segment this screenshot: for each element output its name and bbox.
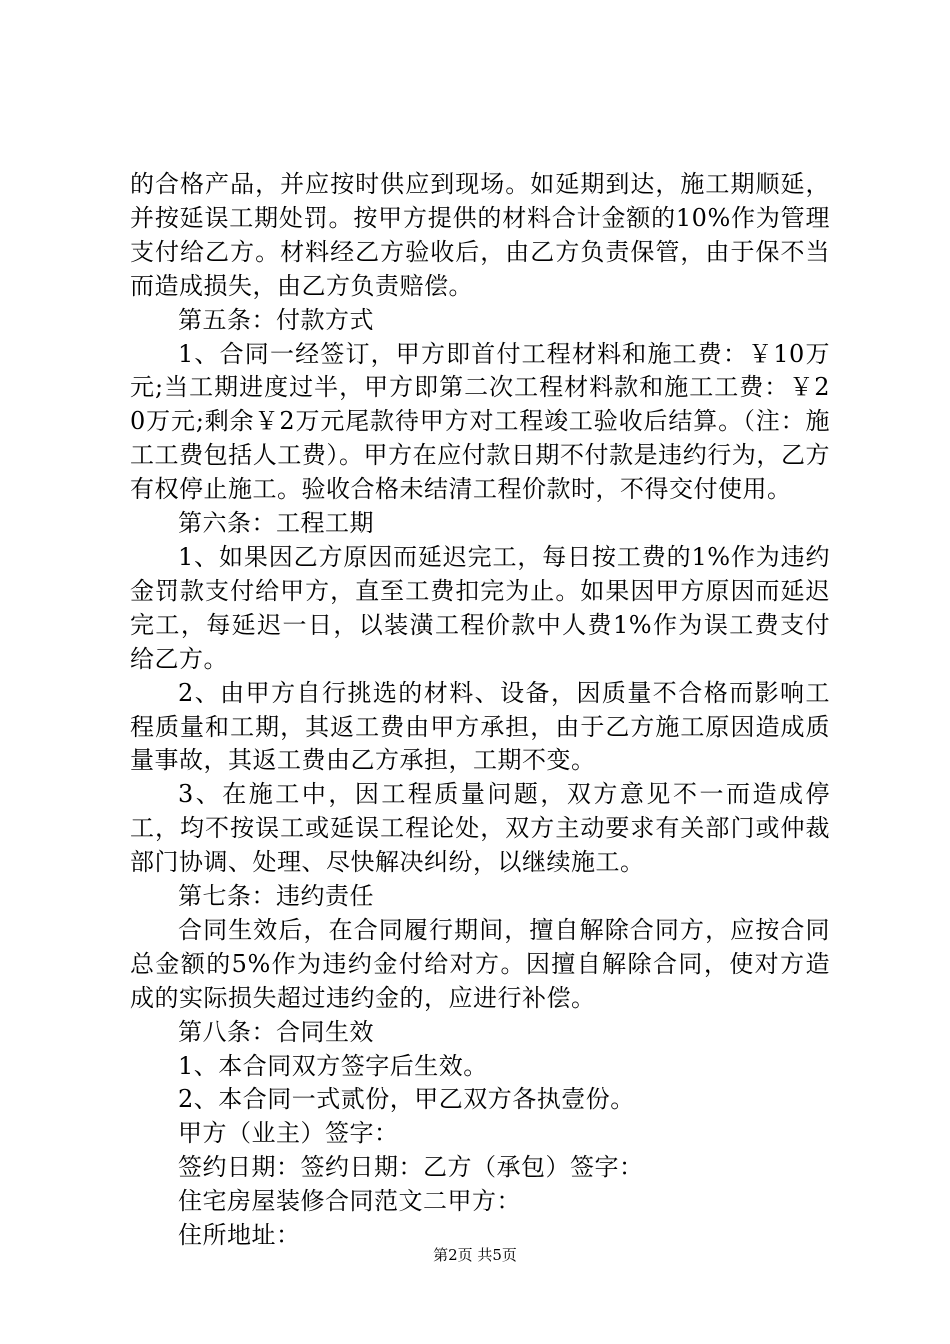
paragraph-delay-penalty: 1、如果因乙方原因而延迟完工，每日按工费的1%作为违约金罚款支付给甲方，直至工费扣完为止。如果因甲方原因而延迟完工，每延迟一日，以装潢工程价款中人费1%作为误工费支付给乙方。 bbox=[130, 542, 830, 673]
paragraph-dispute-resolution: 3、在施工中，因工程质量问题，双方意见不一而造成停工，均不按误工或延误工程论处，双方主动要求有关部门或仲裁部门协调、处理、尽快解决纠纷，以继续施工。 bbox=[130, 780, 830, 877]
heading-article-5-payment: 第五条：付款方式 bbox=[178, 305, 374, 334]
heading-article-6-schedule: 第六条：工程工期 bbox=[178, 509, 374, 538]
paragraph-payment-terms: 1、合同一经签订，甲方即首付工程材料和施工费：￥10万元;当工期进度过半，甲方即第二次工程材料款和施工工费：￥20万元;剩余￥2万元尾款待甲方对工程竣工验收后结算。（注：施工工费包括人工费）。甲方在应付款日期不付款是违约行为，乙方有权停止施工。验收合格未结清工程价款时，不得交付使用。 bbox=[130, 339, 830, 504]
paragraph-copies: 2、本合同一式贰份，甲乙双方各执壹份。 bbox=[178, 1085, 635, 1114]
signature-dates-party-b: 签约日期：签约日期：乙方（承包）签字： bbox=[178, 1153, 644, 1182]
paragraph-material-quality: 2、由甲方自行挑选的材料、设备，因质量不合格而影响工程质量和工期，其返工费由甲方承担，由于乙方施工原因造成质量事故，其返工费由乙方承担，工期不变。 bbox=[130, 678, 830, 775]
heading-article-7-liability: 第七条：违约责任 bbox=[178, 882, 374, 911]
page-number-footer: 第2页 共5页 bbox=[433, 1246, 517, 1264]
signature-party-a: 甲方（业主）签字： bbox=[178, 1119, 399, 1148]
heading-article-8-effect: 第八条：合同生效 bbox=[178, 1017, 374, 1046]
address-field-label: 住所地址： bbox=[178, 1221, 301, 1250]
document-body bbox=[130, 168, 830, 1253]
paragraph-material-supply: 的合格产品，并应按时供应到现场。如延期到达，施工期顺延，并按延误工期处罚。按甲方提供的材料合计金额的10%作为管理支付给乙方。材料经乙方验收后，由乙方负责保管，由于保不当而造成损失，由乙方负责赔偿。 bbox=[130, 170, 830, 300]
paragraph-effective-on-signature: 1、本合同双方签字后生效。 bbox=[178, 1051, 488, 1080]
contract-sample-two-party-a: 住宅房屋装修合同范文二甲方： bbox=[178, 1187, 521, 1216]
paragraph-breach-liability: 合同生效后，在合同履行期间，擅自解除合同方，应按合同总金额的5%作为违约金付给对方。因擅自解除合同，使对方造成的实际损失超过违约金的，应进行补偿。 bbox=[130, 915, 830, 1012]
